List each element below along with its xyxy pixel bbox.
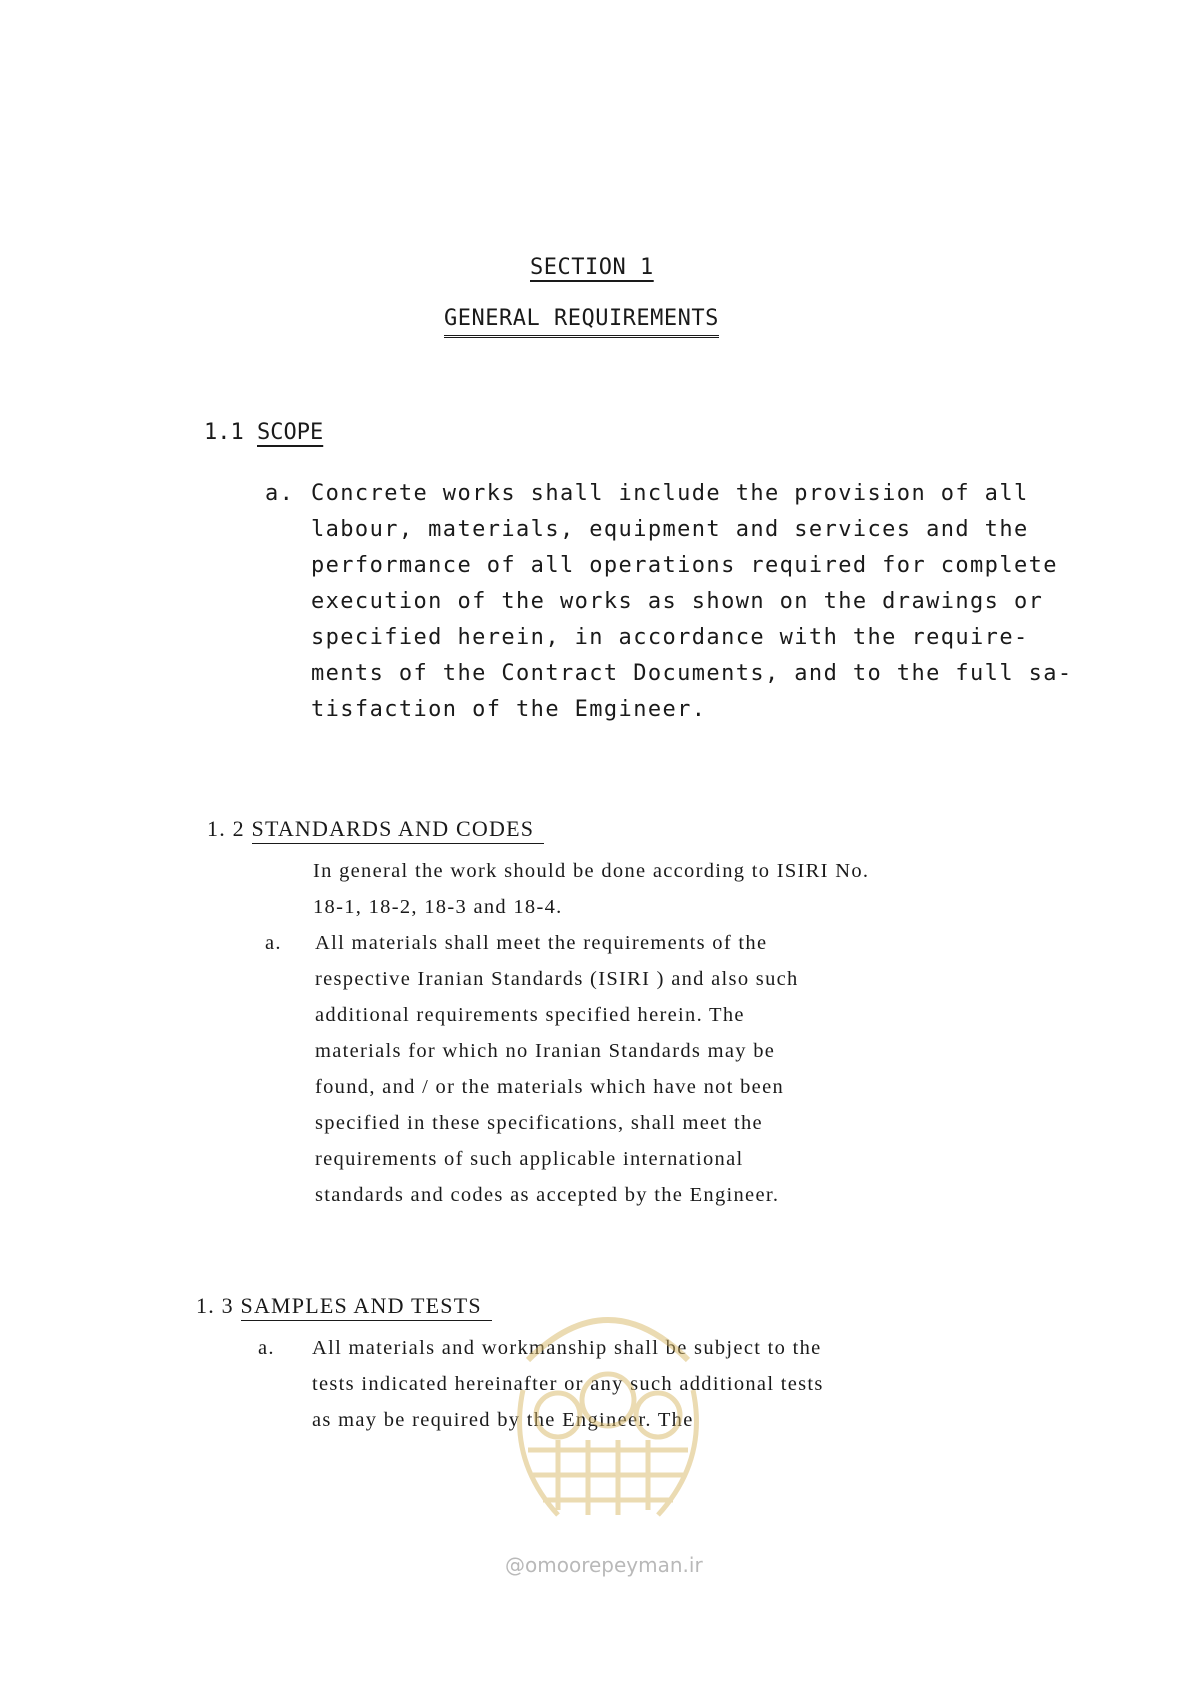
paragraph-1-2 [315,925,799,1213]
text-line: All materials shall meet the requirements of the [315,932,768,954]
heading-1-1 [204,420,323,445]
text-line: 18-1, 18-2, 18-3 and 18-4. [313,896,563,918]
text-line: materials for which no Iranian Standards may be [315,1040,776,1062]
heading-1-2 [207,816,544,842]
text-line: specified in these specifications, shall meet the [315,1112,763,1134]
text-line: found, and / or the materials which have not been [315,1076,785,1098]
text-line: respective Iranian Standards (ISIRI ) and also such [315,968,799,990]
heading-label: SAMPLES AND TESTS [241,1293,492,1321]
text-line: ments of the Contract Documents, and to the full sa- [311,661,1073,686]
section-number: SECTION 1 [530,255,654,280]
text-line: execution of the works as shown on the drawings or [311,589,1044,614]
paragraph-1-1 [311,476,1073,728]
text-line: tests indicated hereinafter or any such additional tests [312,1373,824,1395]
item-letter: a. [258,1337,275,1359]
heading-number: 1. 2 [207,816,245,841]
text-line: labour, materials, equipment and services and the [311,517,1029,542]
text-line: as may be required by the Engineer. The [312,1409,694,1431]
text-line: standards and codes as accepted by the Engineer. [315,1184,780,1206]
text-line: In general the work should be done according to ISIRI No. [313,860,870,882]
heading-1-3 [196,1293,492,1319]
at-icon: @ [505,1553,525,1577]
text-line: All materials and workmanship shall be subject to the [312,1337,822,1359]
heading-label: SCOPE [257,420,324,445]
paragraph-1-2-intro [313,853,869,925]
heading-number: 1.1 [204,420,244,445]
item-letter: a. [265,481,295,506]
text-line: requirements of such applicable international [315,1148,744,1170]
text-line: tisfaction of the Emgineer. [311,697,707,722]
text-line: performance of all operations required for complete [311,553,1058,578]
text-line: additional requirements specified herein. The [315,1004,745,1026]
section-title: GENERAL REQUIREMENTS [444,306,719,338]
text-line: Concrete works shall include the provision of all [311,481,1029,506]
watermark-url: omoorepeyman.ir [525,1553,703,1577]
heading-number: 1. 3 [196,1293,234,1318]
heading-label: STANDARDS AND CODES [252,816,545,844]
watermark-text [505,1553,703,1577]
item-letter: a. [265,932,282,954]
text-line: specified herein, in accordance with the require- [311,625,1029,650]
stamp-logo-icon [488,1290,728,1530]
